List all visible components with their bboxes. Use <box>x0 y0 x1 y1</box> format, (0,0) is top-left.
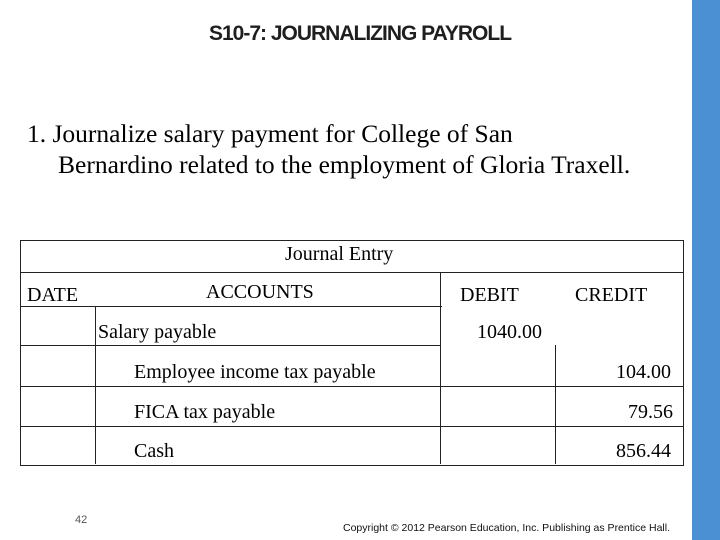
row-divider-2 <box>20 386 684 387</box>
row-1-debit: 1040.00 <box>477 321 542 343</box>
row-4-account: Cash <box>134 440 174 462</box>
table-caption: Journal Entry <box>285 243 394 265</box>
row-4-credit: 856.44 <box>616 440 671 462</box>
header-accounts: ACCOUNTS <box>206 281 314 303</box>
objective-line-1: 1. Journalize salary payment for College of San <box>27 119 513 148</box>
row-divider-3 <box>20 426 684 427</box>
right-accent-bar <box>692 0 720 540</box>
row-3-account: FICA tax payable <box>134 401 276 423</box>
slide-title: S10-7: JOURNALIZING PAYROLL <box>208 22 512 45</box>
page-number: 42 <box>75 514 88 526</box>
row-3-credit: 79.56 <box>628 401 673 423</box>
row-2-credit: 104.00 <box>616 361 671 383</box>
journal-entry-table <box>20 240 684 468</box>
header-debit: DEBIT <box>460 284 519 306</box>
copyright-notice: Copyright © 2012 Pearson Education, Inc. Publishing as Prentice Hall. <box>343 522 671 534</box>
row-2-account: Employee income tax payable <box>134 361 376 383</box>
debit-column-line <box>440 272 441 464</box>
table-frame <box>20 240 684 466</box>
row-1-account: Salary payable <box>98 321 217 343</box>
header-credit: CREDIT <box>575 284 648 306</box>
caption-divider <box>20 272 684 273</box>
header-date: DATE <box>27 284 79 306</box>
date-column-line <box>95 306 96 464</box>
objective-text <box>27 118 692 180</box>
header-divider-accounts <box>95 306 442 307</box>
objective-line-2: Bernardino related to the employment of Gloria Traxell. <box>58 150 631 179</box>
row-divider-1 <box>20 345 440 346</box>
credit-column-line <box>555 345 556 464</box>
